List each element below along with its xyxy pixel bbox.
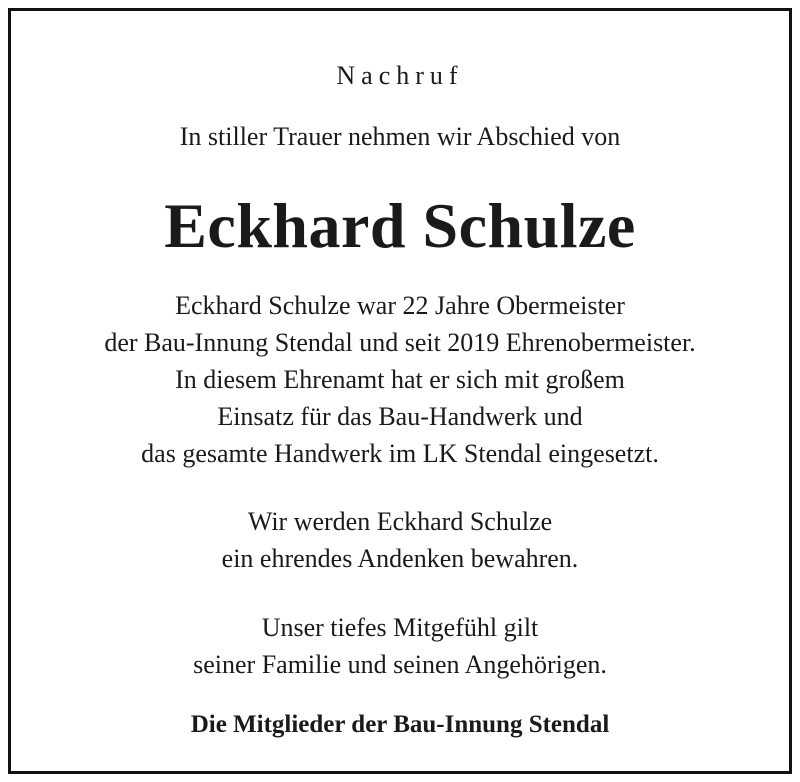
- deceased-name: Eckhard Schulze: [164, 190, 636, 261]
- tribute-paragraph: [11, 287, 789, 472]
- remembrance-line: Wir werden Eckhard Schulze: [247, 507, 553, 536]
- obituary-frame: [8, 8, 792, 774]
- tribute-line: das gesamte Handwerk im LK Stendal eingesetzt.: [141, 439, 659, 468]
- intro-text: In stiller Trauer nehmen wir Abschied von: [179, 122, 621, 151]
- remembrance-line: ein ehrendes Andenken bewahren.: [221, 544, 579, 573]
- tribute-line: In diesem Ehrenamt hat er sich mit großem: [175, 365, 625, 394]
- signature: Die Mitglieder der Bau-Innung Stendal: [190, 711, 610, 738]
- tribute-line: Einsatz für das Bau-Handwerk und: [217, 402, 583, 431]
- tribute-line: der Bau-Innung Stendal und seit 2019 Ehrenobermeister.: [104, 328, 696, 357]
- condolence-line: Unser tiefes Mitgefühl gilt: [261, 613, 539, 642]
- tribute-line: Eckhard Schulze war 22 Jahre Obermeister: [175, 291, 625, 320]
- notice-heading: Nachruf: [336, 61, 464, 90]
- remembrance-paragraph: [11, 503, 789, 577]
- condolence-paragraph: [11, 609, 789, 683]
- condolence-line: seiner Familie und seinen Angehörigen.: [193, 650, 607, 679]
